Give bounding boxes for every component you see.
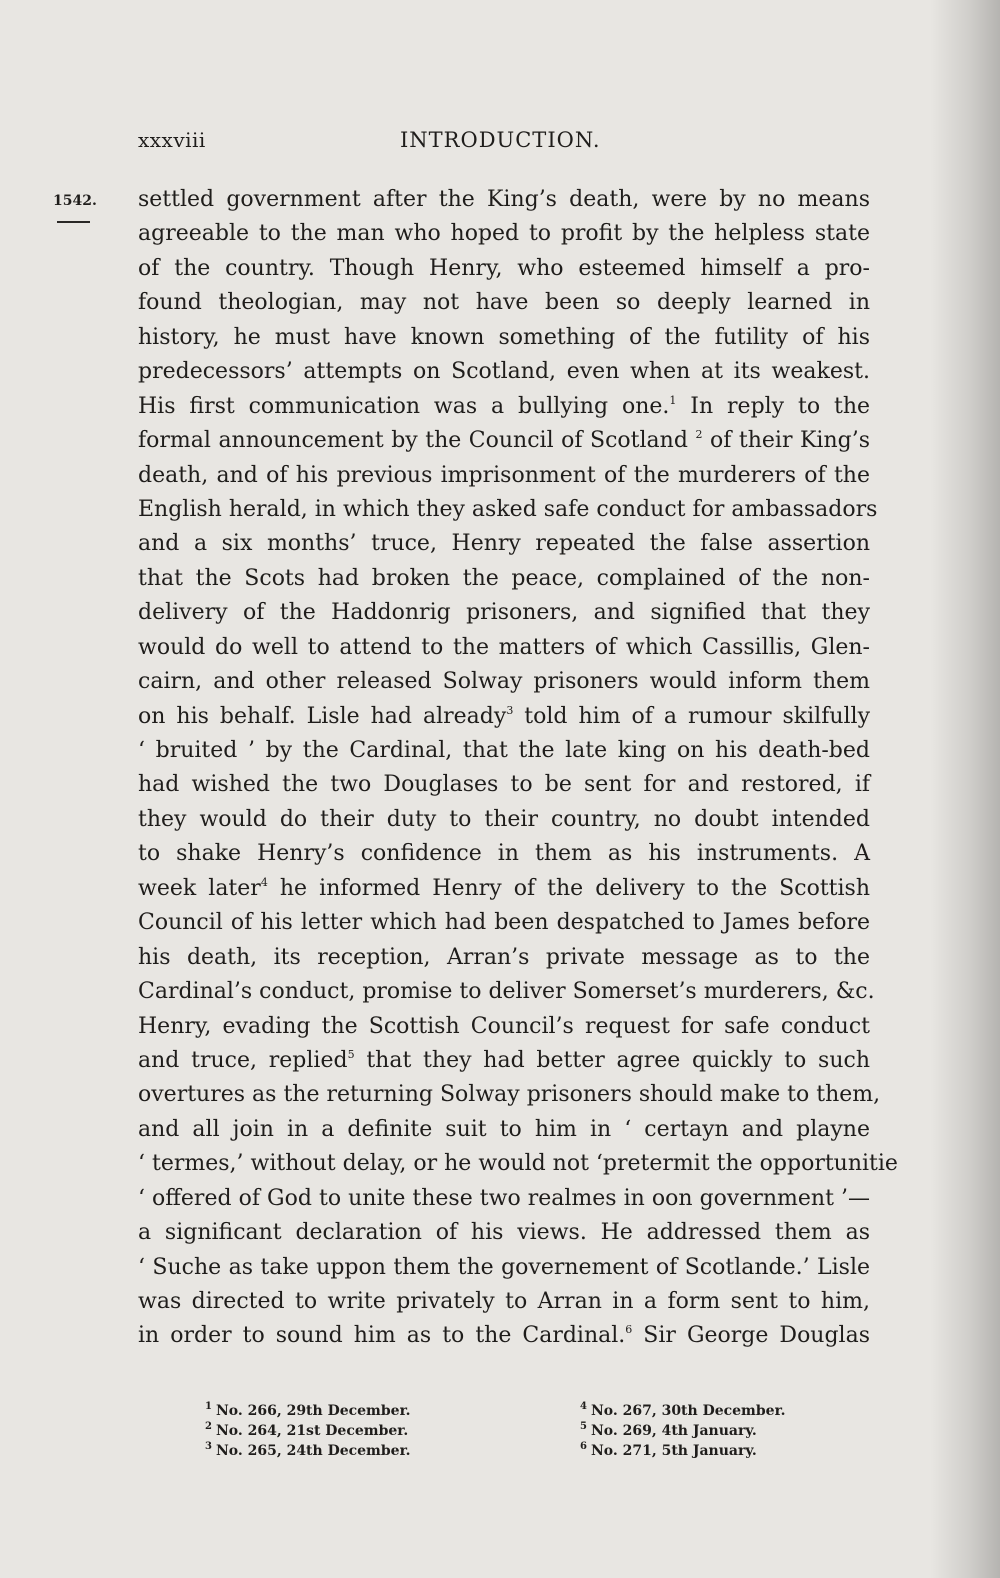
- footnote-reference: 5: [347, 1047, 355, 1061]
- text-segment: a significant declaration of his views. He addressed them as: [138, 1220, 870, 1246]
- text-segment: Sir George Douglas: [632, 1323, 871, 1349]
- text-segment: and a six months’ truce, Henry repeated the false assertion: [138, 531, 870, 557]
- text-line: [138, 872, 870, 906]
- text-segment: ‘ Suche as take uppon them the governement of Scotlande.’ Lisle: [138, 1254, 870, 1280]
- footnote: [205, 1421, 411, 1441]
- footnote-text: No. 267, 30th December.: [590, 1403, 786, 1419]
- text-segment: to shake Henry’s confidence in them as his instruments. A: [138, 841, 870, 867]
- text-segment: cairn, and other released Solway prisoners would inform them: [138, 669, 870, 695]
- text-segment: of the country. Though Henry, who esteemed himself a pro-: [138, 255, 870, 281]
- body-text: [138, 183, 898, 1354]
- footnote-reference: 3: [506, 703, 514, 717]
- text-segment: he informed Henry of the delivery to the Scottish: [267, 875, 870, 901]
- text-segment: would do well to attend to the matters of which Cassillis, Glen-: [138, 634, 870, 660]
- text-line: [138, 734, 870, 768]
- footnote: [580, 1441, 786, 1461]
- footnote-text: No. 265, 24th December.: [215, 1443, 411, 1459]
- text-line: [138, 217, 870, 251]
- footnote-mark: 2: [205, 1421, 212, 1432]
- running-title: INTRODUCTION.: [400, 128, 601, 152]
- text-segment: that they had better agree quickly to such: [354, 1047, 870, 1073]
- footnote-mark: 4: [580, 1401, 587, 1412]
- text-segment: and truce, replied: [138, 1047, 348, 1073]
- footnote-text: No. 271, 5th January.: [590, 1443, 757, 1459]
- text-line: [138, 975, 875, 1009]
- text-segment: Henry, evading the Scottish Council’s request for safe conduct: [138, 1013, 870, 1039]
- text-line: [138, 1113, 870, 1147]
- text-line: [138, 1010, 870, 1044]
- text-segment: death, and of his previous imprisonment of the murderers of the: [138, 462, 870, 488]
- footnote: [205, 1441, 411, 1461]
- text-line: [138, 390, 870, 424]
- footnote-mark: 6: [580, 1441, 587, 1452]
- text-line: [138, 837, 870, 871]
- footnote: [580, 1401, 786, 1421]
- text-line: [138, 596, 870, 630]
- text-segment: had wished the two Douglases to be sent for and restored, if: [138, 772, 870, 798]
- footnote-text: No. 266, 29th December.: [215, 1403, 411, 1419]
- text-line: [138, 183, 870, 217]
- text-line: [138, 768, 870, 802]
- footnote-text: No. 264, 21st December.: [215, 1423, 409, 1439]
- footnote-reference: 6: [625, 1323, 633, 1337]
- text-line: [138, 493, 878, 527]
- text-line: [138, 252, 870, 286]
- footnote-mark: 5: [580, 1421, 587, 1432]
- footnote-text: No. 269, 4th January.: [590, 1423, 757, 1439]
- text-segment: of their King’s: [702, 428, 870, 454]
- footnote-reference: 1: [669, 393, 677, 407]
- footnote: [580, 1421, 786, 1441]
- page-number: xxxviii: [138, 128, 206, 152]
- text-line: [138, 1044, 870, 1078]
- text-line: [138, 631, 870, 665]
- margin-year-note: 1542.: [53, 193, 97, 209]
- text-line: [138, 1078, 881, 1112]
- text-line: [138, 527, 870, 561]
- footnote: [205, 1401, 411, 1421]
- text-line: [138, 1251, 870, 1285]
- text-segment: His first communication was a bullying one.: [138, 393, 670, 419]
- text-line: [138, 562, 870, 596]
- footnote-mark: 3: [205, 1441, 212, 1452]
- text-segment: ‘ offered of God to unite these two realmes in oon government ’—: [138, 1185, 870, 1211]
- text-segment: on his behalf. Lisle had already: [138, 703, 507, 729]
- footnotes-left-column: [205, 1401, 411, 1461]
- text-segment: his death, its reception, Arran’s private message as to the: [138, 944, 870, 970]
- text-segment: In reply to the: [676, 393, 871, 419]
- text-line: [138, 1182, 870, 1216]
- text-segment: history, he must have known something of the futility of his: [138, 324, 870, 350]
- text-segment: told him of a rumour skilfully: [513, 703, 871, 729]
- text-segment: ‘ termes,’ without delay, or he would not ‘pretermit the opportunitie: [138, 1151, 898, 1177]
- text-segment: in order to sound him as to the Cardinal.: [138, 1323, 626, 1349]
- footnote-mark: 1: [205, 1401, 212, 1412]
- text-line: [138, 941, 870, 975]
- text-line: [138, 906, 870, 940]
- text-line: [138, 355, 870, 389]
- text-line: [138, 286, 870, 320]
- text-segment: ‘ bruited ’ by the Cardinal, that the late king on his death-bed: [138, 738, 870, 763]
- text-line: [138, 1216, 870, 1250]
- text-segment: settled government after the King’s death, were by no means: [138, 187, 870, 212]
- text-segment: they would do their duty to their country, no doubt intended: [138, 806, 870, 832]
- text-line: [138, 803, 870, 837]
- text-segment: agreeable to the man who hoped to profit by the helpless state: [138, 221, 870, 247]
- text-line: [138, 1285, 870, 1319]
- text-segment: Cardinal’s conduct, promise to deliver Somerset’s murderers, &c.: [138, 979, 875, 1005]
- text-line: [138, 1319, 870, 1353]
- text-line: [138, 459, 870, 493]
- footnotes-right-column: [580, 1401, 786, 1461]
- text-segment: week later: [138, 875, 261, 901]
- page-edge-shadow: [930, 0, 1000, 1578]
- text-segment: predecessors’ attempts on Scotland, even when at its weakest.: [138, 359, 870, 385]
- text-segment: delivery of the Haddonrig prisoners, and signified that they: [138, 600, 870, 626]
- footnote-reference: 2: [695, 428, 703, 442]
- text-segment: found theologian, may not have been so deeply learned in: [138, 290, 870, 316]
- text-segment: that the Scots had broken the peace, complained of the non-: [138, 565, 870, 591]
- text-line: [138, 665, 870, 699]
- margin-rule: [57, 221, 90, 223]
- text-segment: overtures as the returning Solway prisoners should make to them,: [138, 1082, 881, 1108]
- text-segment: and all join in a definite suit to him in ‘ certayn and playne: [138, 1116, 870, 1142]
- text-segment: Council of his letter which had been despatched to James before: [138, 910, 870, 936]
- text-line: [138, 424, 870, 458]
- text-line: [138, 321, 870, 355]
- text-segment: English herald, in which they asked safe conduct for ambassadors: [138, 496, 878, 522]
- text-line: [138, 1147, 898, 1181]
- text-segment: was directed to write privately to Arran in a form sent to him,: [138, 1289, 870, 1314]
- text-segment: formal announcement by the Council of Scotland: [138, 428, 696, 454]
- running-header: [138, 128, 870, 158]
- text-line: [138, 700, 870, 734]
- footnote-reference: 4: [260, 875, 268, 889]
